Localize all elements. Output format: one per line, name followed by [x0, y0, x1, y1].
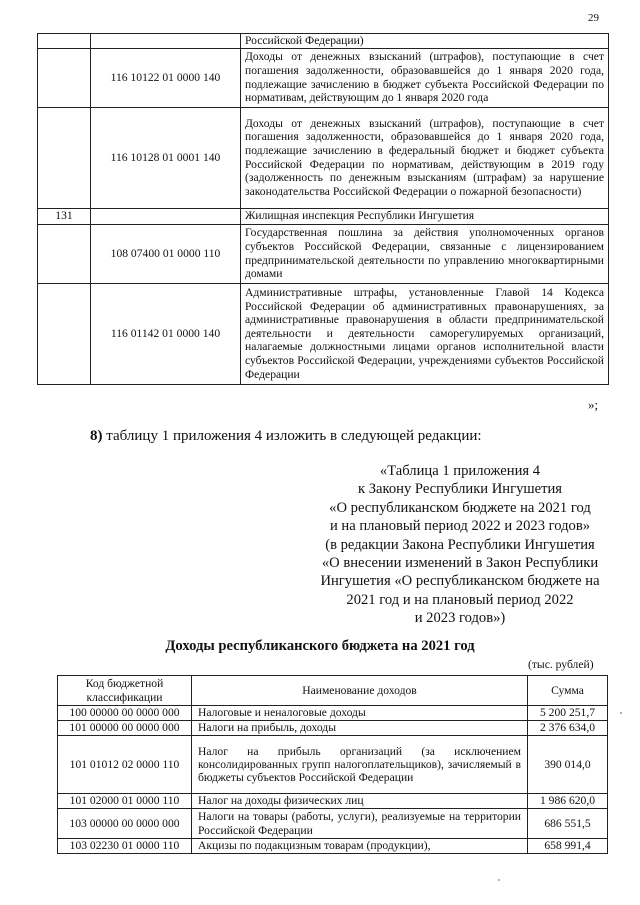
description-cell: Доходы от денежных взысканий (штрафов), поступающие в счет погашения задолженности, образовавшейся до 1 января 2020 года, подлежащие зачислению в федеральный бюджет и бюджет субъекта Российской Федерации по нормативам, действующим в 2019 году (задолженность по денежным взысканиям (штрафам) за нарушение законодательства Российской Федерации о пожарной безопасности) [241, 107, 609, 208]
budget-code-cell: 116 10122 01 0000 140 [91, 48, 241, 107]
name-cell: Налог на прибыль организаций (за исключением консолидированных групп налогоплательщиков), зачисляемый в бюджеты субъектов Российской Федерации [192, 736, 528, 794]
budget-code-cell [91, 34, 241, 49]
note-line: к Закону Республики Ингушетия [357, 481, 563, 498]
code-cell: 101 00000 00 0000 000 [58, 721, 192, 736]
note-line: (в редакции Закона Республики Ингушетия [325, 536, 595, 553]
description-cell: Доходы от денежных взысканий (штрафов), поступающие в счет погашения задолженности, образовавшейся до 1 января 2020 года, подлежащие зачислению в бюджет субъекта Российской Федерации по нормативам, действующим до 1 января 2020 года [241, 48, 609, 107]
table-row [58, 706, 608, 721]
table-header-row [58, 676, 608, 706]
code-cell: 103 02230 01 0000 110 [58, 839, 192, 854]
table-row [38, 224, 609, 283]
sum-cell: 390 014,0 [528, 736, 608, 794]
table-row [58, 736, 608, 794]
table-row [38, 283, 609, 384]
description-cell: Государственная пошлина за действия уполномоченных органов субъектов Российской Федерации, связанные с лицензированием предпринимательской деятельности по управлению многоквартирными домами [241, 224, 609, 283]
admin-code-cell [38, 107, 91, 208]
code-cell: 101 02000 01 0000 110 [58, 794, 192, 809]
sum-cell: 658 991,4 [528, 839, 608, 854]
sum-cell: 5 200 251,7 [528, 706, 608, 721]
budget-code-cell: 116 01142 01 0000 140 [91, 283, 241, 384]
header-sum: Сумма [528, 676, 608, 706]
table-row [58, 794, 608, 809]
instruction-number: 8) [90, 428, 103, 444]
previous-appendix-table [37, 33, 609, 385]
note-line: и на плановый период 2022 и 2023 годов» [329, 518, 591, 535]
amendment-instruction [90, 428, 482, 445]
note-line: «О внесении изменений в Закон Республики [321, 555, 599, 572]
description-cell: Жилищная инспекция Республики Ингушетия [241, 208, 609, 224]
name-cell: Налоговые и неналоговые доходы [192, 706, 528, 721]
sum-cell: 2 376 634,0 [528, 721, 608, 736]
closing-quote-mark: »; [588, 397, 599, 412]
income-table [57, 675, 608, 854]
table-row [58, 809, 608, 839]
table-row [38, 107, 609, 208]
budget-code-cell: 108 07400 01 0000 110 [91, 224, 241, 283]
note-line: 2021 год и на плановый период 2022 [346, 591, 574, 608]
sum-cell: 1 986 620,0 [528, 794, 608, 809]
note-line: «Таблица 1 приложения 4 [379, 463, 541, 479]
description-cell: Российской Федерации) [241, 34, 609, 49]
table-row [38, 48, 609, 107]
admin-code-cell [38, 283, 91, 384]
header-code: Код бюджетной классификации [58, 676, 192, 706]
admin-code-cell [38, 48, 91, 107]
table-row [58, 721, 608, 736]
table-row [38, 208, 609, 224]
note-line: и 2023 годов») [414, 610, 506, 627]
scan-speck [498, 879, 500, 881]
note-line: Ингушетия «О республиканском бюджете на [320, 573, 600, 590]
table-row [58, 839, 608, 854]
name-cell: Акцизы по подакцизным товарам (продукции), [192, 839, 528, 854]
name-cell: Налоги на товары (работы, услуги), реализуемые на территории Российской Федерации [192, 809, 528, 839]
name-cell: Налоги на прибыль, доходы [192, 721, 528, 736]
section-heading: Доходы республиканского бюджета на 2021 год [165, 638, 475, 654]
admin-code-cell: 131 [38, 208, 91, 224]
units-label: (тыс. рублей) [528, 658, 594, 671]
description-cell: Административные штрафы, установленные Главой 14 Кодекса Российской Федерации об административных правонарушениях, за административные правонарушения в области предпринимательской деятельности и деятельности саморегулируемых организаций, налагаемые должностными лицами органов исполнительной власти субъектов Российской Федерации, учреждениями субъектов Российской Федерации [241, 283, 609, 384]
table-row [38, 34, 609, 49]
code-cell: 100 00000 00 0000 000 [58, 706, 192, 721]
code-cell: 103 00000 00 0000 000 [58, 809, 192, 839]
sum-cell: 686 551,5 [528, 809, 608, 839]
scan-speck [620, 712, 622, 714]
admin-code-cell [38, 34, 91, 49]
admin-code-cell [38, 224, 91, 283]
table-caption-note [290, 462, 630, 628]
note-line: «О республиканском бюджете на 2021 год [329, 499, 591, 516]
budget-code-cell [91, 208, 241, 224]
page-number: 29 [588, 12, 599, 24]
instruction-text: таблицу 1 приложения 4 изложить в следующей редакции: [102, 428, 482, 444]
budget-code-cell: 116 10128 01 0001 140 [91, 107, 241, 208]
code-cell: 101 01012 02 0000 110 [58, 736, 192, 794]
header-name: Наименование доходов [192, 676, 528, 706]
name-cell: Налог на доходы физических лиц [192, 794, 528, 809]
